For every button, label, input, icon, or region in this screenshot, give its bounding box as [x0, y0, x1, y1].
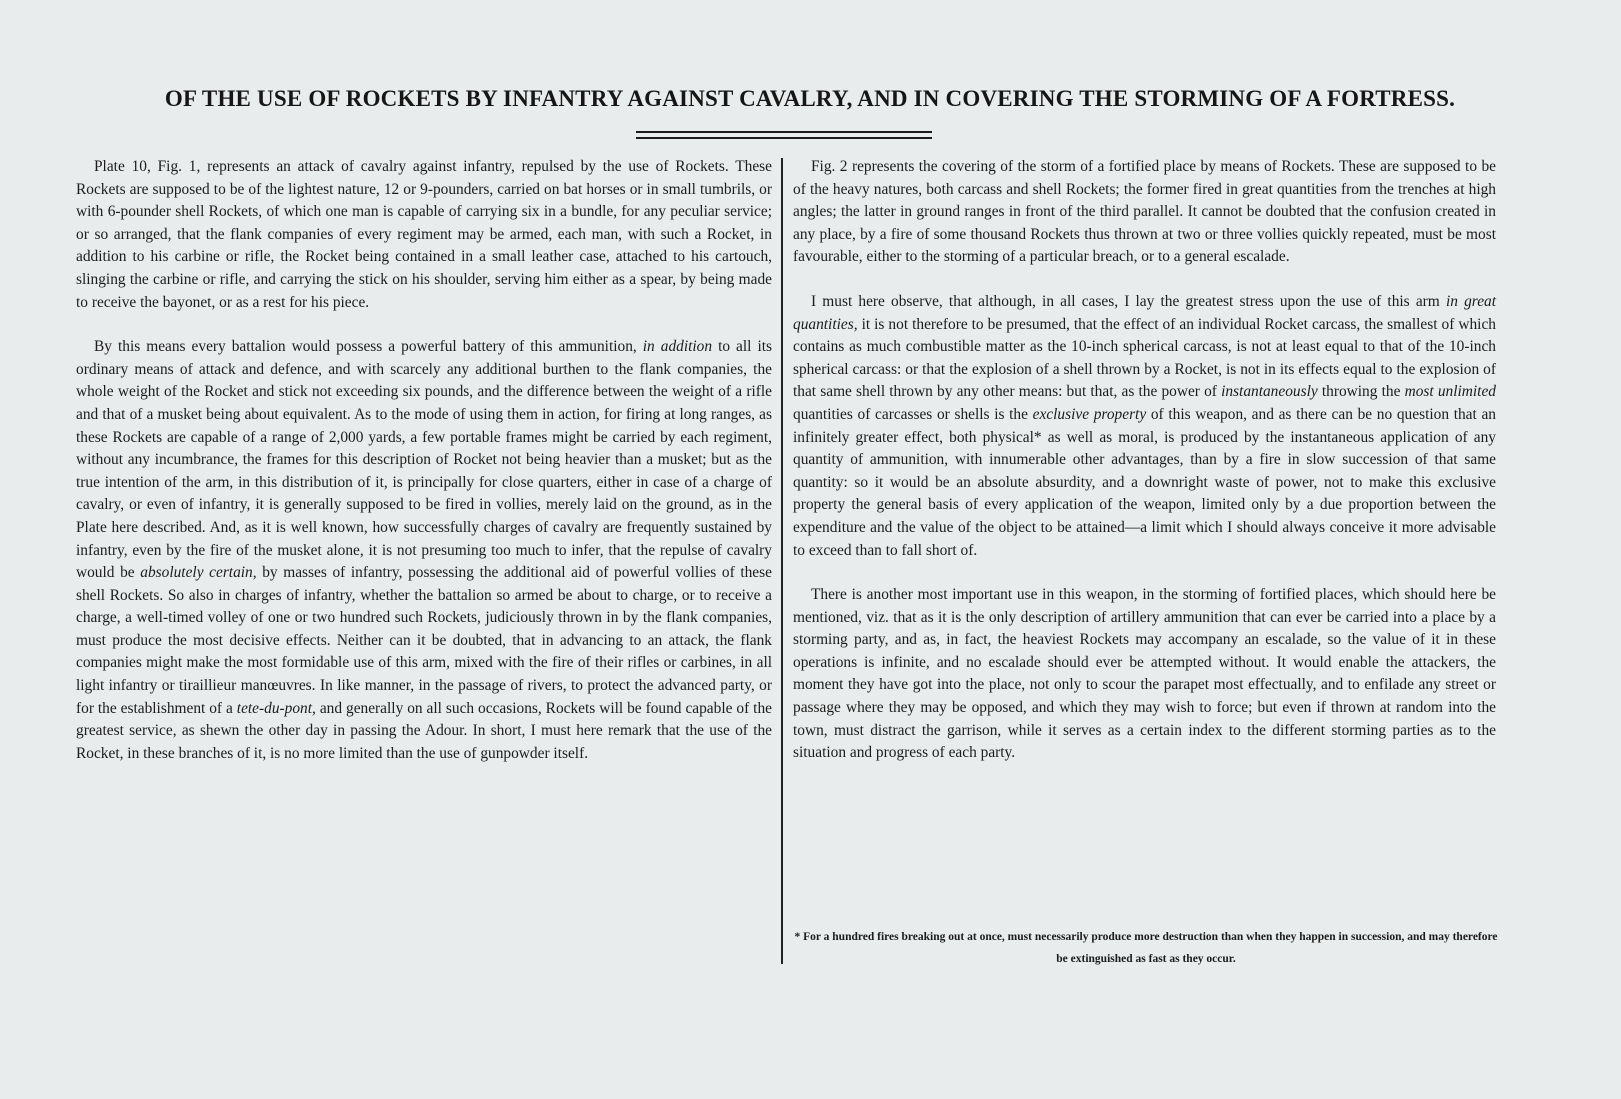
emphasis: tete-du-pont,	[236, 699, 316, 717]
column-divider	[781, 158, 783, 964]
page-title: OF THE USE OF ROCKETS BY INFANTRY AGAINST CAVALRY, AND IN COVERING THE STORMING OF A FORTRESS.	[164, 86, 1456, 111]
left-column	[76, 156, 772, 765]
title-rule-upper	[636, 131, 932, 133]
emphasis: exclusive property	[1032, 405, 1147, 423]
text-run: By this means every battalion would possess a powerful battery of this ammunition,	[94, 338, 637, 356]
text-run: by masses of infantry, possessing the additional aid of powerful vollies of these shell Rockets. So also in charges of infantry, whether the battalion so armed be about to charge, or to receive a charge, a well-timed volley of one or two hundred such Rockets, judiciously thrown in by the flank companies, must produce the most decisive effects. Neither can it be doubted, that in advancing to an attack, the flank companies might make the most formidable use of this arm, mixed with the fire of their rifles or carbines, in all light infantry or tiraillieur manœuvres. In like manner, in the passage of rivers, to protect the advanced party, or for the establishment of a	[76, 564, 772, 717]
title-rule-lower	[636, 137, 932, 139]
emphasis: instantaneously	[1221, 383, 1318, 401]
text-run: I must here observe, that although, in all cases, I lay the greatest stress upon the use of this arm	[811, 292, 1440, 310]
right-paragraph-2	[793, 291, 1496, 562]
text-run: to all its ordinary means of attack and defence, and with scarcely any additional burthen to the flank companies, the whole weight of the Rocket and stick not exceeding six pounds, and the difference between the weight of a rifle and that of a musket being about equivalent. As to the mode of using them in action, for firing at long ranges, as these Rockets are capable of a range of 2,000 yards, a few portable frames might be carried by each regiment, without any incumbrance, the frames for this description of Rocket not being heavier than a musket; but as the true intention of the arm, in this distribution of it, is principally for close quarters, either in case of a charge of cavalry, or even of infantry, it is generally supposed to be fired in vollies, merely laid on the ground, as in the Plate here described. And, as it is well known, how successfully charges of cavalry are frequently sustained by infantry, even by the fire of the musket alone, it is not presuming too much to infer, that the repulse of cavalry would be	[76, 338, 772, 582]
text-run: it is not therefore to be presumed, that the effect of an individual Rocket carcass, the smallest of which contains as much combustible matter as the 10-inch spherical carcass, is not at least equal to that of the 10-inch spherical carcass: or that the explosion of a shell thrown by a Rocket, is not in its effects equal to the explosion of that same shell thrown by any other means: but that, as the power of	[793, 315, 1496, 401]
emphasis: in addition	[642, 338, 713, 356]
left-paragraph-1: Plate 10, Fig. 1, represents an attack of cavalry against infantry, repulsed by the use of Rockets. These Rockets are supposed to be of the lightest nature, 12 or 9-pounders, carried on bat horses or in small tumbrils, or with 6-pounder shell Rockets, of which one man is capable of carrying six in a bundle, for any peculiar service; or so arranged, that the flank companies of every regiment may be armed, each man, with such a Rocket, in addition to his carbine or rifle, the Rocket being contained in a small leather case, attached to his cartouch, slinging the carbine or rifle, and carrying the stick on his shoulder, serving him either as a spear, by being made to receive the bayonet, or as a rest for his piece.	[76, 158, 772, 311]
footnote: * For a hundred fires breaking out at once, must necessarily produce more destruction than when they happen in succession, and may therefore be extinguished as fast as they occur.	[794, 931, 1498, 965]
right-column	[793, 156, 1496, 765]
text-run: throwing the	[1321, 383, 1401, 401]
emphasis: in great quantities,	[793, 292, 1496, 333]
text-run: of this weapon, and as there can be no question that an infinitely greater effect, both physical* as well as moral, is produced by the instantaneous application of any quantity of ammunition, with innumerable other advantages, than by a fire in slow succession of that same quantity: so it would be an absolute absurdity, and a downright waste of power, not to make this exclusive property the general basis of every application of the weapon, limited only by a due proportion between the expenditure and the value of the object to be attained—a limit which I should always conceive it more advisable to exceed than to fall short of.	[793, 405, 1496, 559]
left-paragraph-2	[76, 336, 772, 765]
emphasis: most unlimited	[1404, 383, 1496, 401]
right-paragraph-3: There is another most important use in this weapon, in the storming of fortified places, which should here be mentioned, viz. that as it is the only description of artillery ammunition that can ever be carried into a place by a storming party, and as, in fact, the heaviest Rockets may accompany an escalade, so the value of it in these operations is infinite, and no escalade should ever be attempted without. It would enable the attackers, the moment they have got into the place, not only to scour the parapet most effectually, and to enfilade any street or passage where they may be opposed, and which they may wish to force; but even if thrown at random into the town, must distract the garrison, while it serves as a certain index to the different storming parties as to the situation and progress of each party.	[793, 586, 1496, 762]
emphasis: absolutely certain,	[140, 564, 257, 582]
right-paragraph-1: Fig. 2 represents the covering of the storm of a fortified place by means of Rockets. These are supposed to be of the heavy natures, both carcass and shell Rockets; the former fired in great quantities from the trenches at high angles; the latter in ground ranges in front of the third parallel. It cannot be doubted that the confusion created in any place, by a fire of some thousand Rockets thus thrown at two or three vollies quickly repeated, must be most favourable, either to the storming of a particular breach, or to a general escalade.	[793, 158, 1496, 266]
text-run: quantities of carcasses or shells is the	[793, 405, 1028, 423]
text-run: and generally on all such occasions, Rockets will be found capable of the greatest service, as shewn the other day in passing the Adour. In short, I must here remark that the use of the Rocket, in these branches of it, is no more limited than the use of gunpowder itself.	[76, 699, 772, 762]
